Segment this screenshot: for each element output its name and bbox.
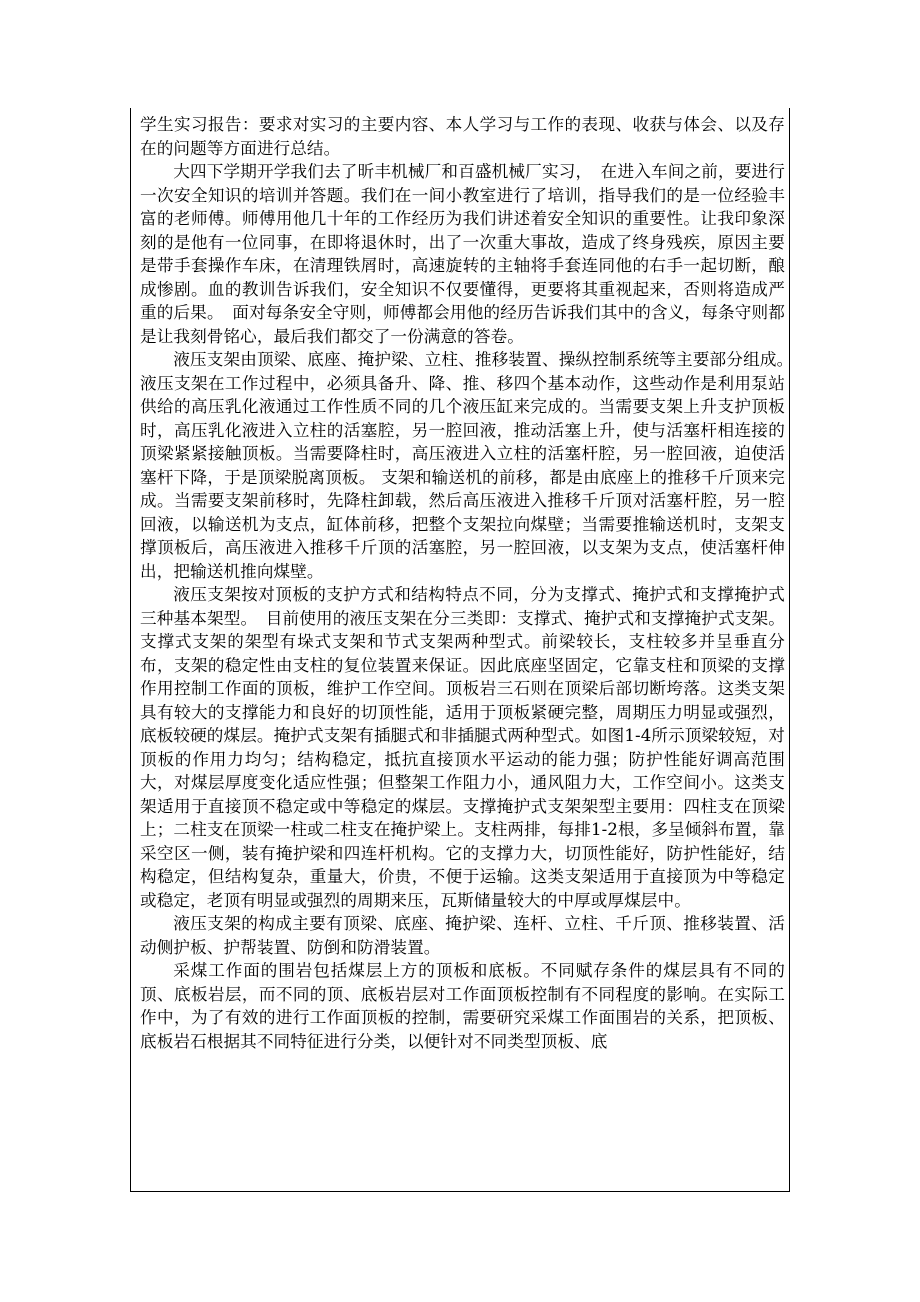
report-requirement: 学生实习报告：要求对实习的主要内容、本人学习与工作的表现、收获与体会、以及存在的问题等方面进行总结。 xyxy=(140,115,785,158)
paragraph-support-types: 液压支架按对顶板的支护方式和结构特点不同，分为支撑式、掩护式和支撑掩护式三种基本架型。 目前使用的液压支架在分三类即：支撑式、掩护式和支撑掩护式支架。支撑式支架的架型有垛式支架和节式支架两种型式。前梁较长，支柱较多并呈垂直分布，支架的稳定性由支柱的复位装置来保证。因此底座坚固定，它靠支柱和顶梁的支撑作用控制工作面的顶板，维护工作空间。顶板岩三石则在顶梁后部切断垮落。这类支架具有较大的支撑能力和良好的切顶性能，适用于顶板紧硬完整，周期压力明显或强烈，底板较硬的煤层。掩护式支架有插腿式和非插腿式两种型式。如图1-4所示顶梁较短，对顶板的作用力均匀；结构稳定，抵抗直接顶水平运动的能力强；防护性能好调高范围大，对煤层厚度变化适应性强；但整架工作阻力小，通风阻力大，工作空间小。这类支架适用于直接顶不稳定或中等稳定的煤层。支撑掩护式支架架型主要用：四柱支在顶梁上；二柱支在顶梁一柱或二柱支在掩护梁上。支柱两排，每排1-2根，多呈倾斜布置，靠采空区一侧，装有掩护梁和四连杆机构。它的支撑力大，切顶性能好，防护性能好，结构稳定，但结构复杂，重量大，价贵，不便于运输。这类支架适用于直接顶为中等稳定或稳定，老顶有明显或强烈的周期来压，瓦斯储量较大的中厚或厚煤层中。 xyxy=(140,585,785,910)
report-table-cell xyxy=(130,108,802,1192)
report-body xyxy=(131,108,802,1053)
paragraph-surrounding-rock: 采煤工作面的围岩包括煤层上方的顶板和底板。不同赋存条件的煤层具有不同的顶、底板岩层，而不同的顶、底板岩层对工作面顶板控制有不同程度的影响。在实际工作中，为了有效的进行工作面顶板的控制，需要研究采煤工作面围岩的关系，把顶板、底板岩石根据其不同特征进行分类，以便针对不同类型顶板、底 xyxy=(140,961,785,1051)
paragraph-hydraulic-support-actions: 液压支架由顶梁、底座、掩护梁、立柱、推移装置、操纵控制系统等主要部分组成。 液压支架在工作过程中，必须具备升、降、推、移四个基本动作，这些动作是利用泵站供给的高压乳化液通过工作性质不同的几个液压缸来完成的。当需要支架上升支护顶板时，高压乳化液进入立柱的活塞腔，另一腔回液，推动活塞上升，使与活塞杆相连接的顶梁紧紧接触顶板。当需要降柱时，高压液进入立柱的活塞杆腔，另一腔回液，迫使活塞杆下降，于是顶梁脱离顶板。 支架和输送机的前移，都是由底座上的推移千斤顶来完成。当需要支架前移时，先降柱卸载，然后高压液进入推移千斤顶对活塞杆腔，另一腔回液，以输送机为支点，缸体前移，把整个支架拉向煤壁；当需要推输送机时，支架支撑顶板后，高压液进入推移千斤顶的活塞腔，另一腔回液，以支架为支点，使活塞杆伸出，把输送机推向煤壁。 xyxy=(140,350,802,581)
paragraph-support-components: 液压支架的构成主要有顶梁、底座、掩护梁、连杆、立柱、千斤顶、推移装置、活动侧护板、护帮装置、防倒和防滑装置。 xyxy=(140,914,785,957)
paragraph-safety-training: 大四下学期开学我们去了昕丰机械厂和百盛机械厂实习， 在进入车间之前，要进行一次安全知识的培训并答题。我们在一间小教室进行了培训，指导我们的是一位经验丰富的老师傅。师傅用他几十年的工作经历为我们讲述着安全知识的重要性。让我印象深刻的是他有一位同事，在即将退休时，出了一次重大事故，造成了终身残疾，原因主要是带手套操作车床，在清理铁屑时，高速旋转的主轴将手套连同他的右手一起切断，酿成惨剧。血的教训告诉我们，安全知识不仅要懂得，更要将其重视起来，否则将造成严重的后果。 面对每条安全守则，师傅都会用他的经历告诉我们其中的含义，每条守则都是让我刻骨铭心，最后我们都交了一份满意的答卷。 xyxy=(140,162,785,346)
